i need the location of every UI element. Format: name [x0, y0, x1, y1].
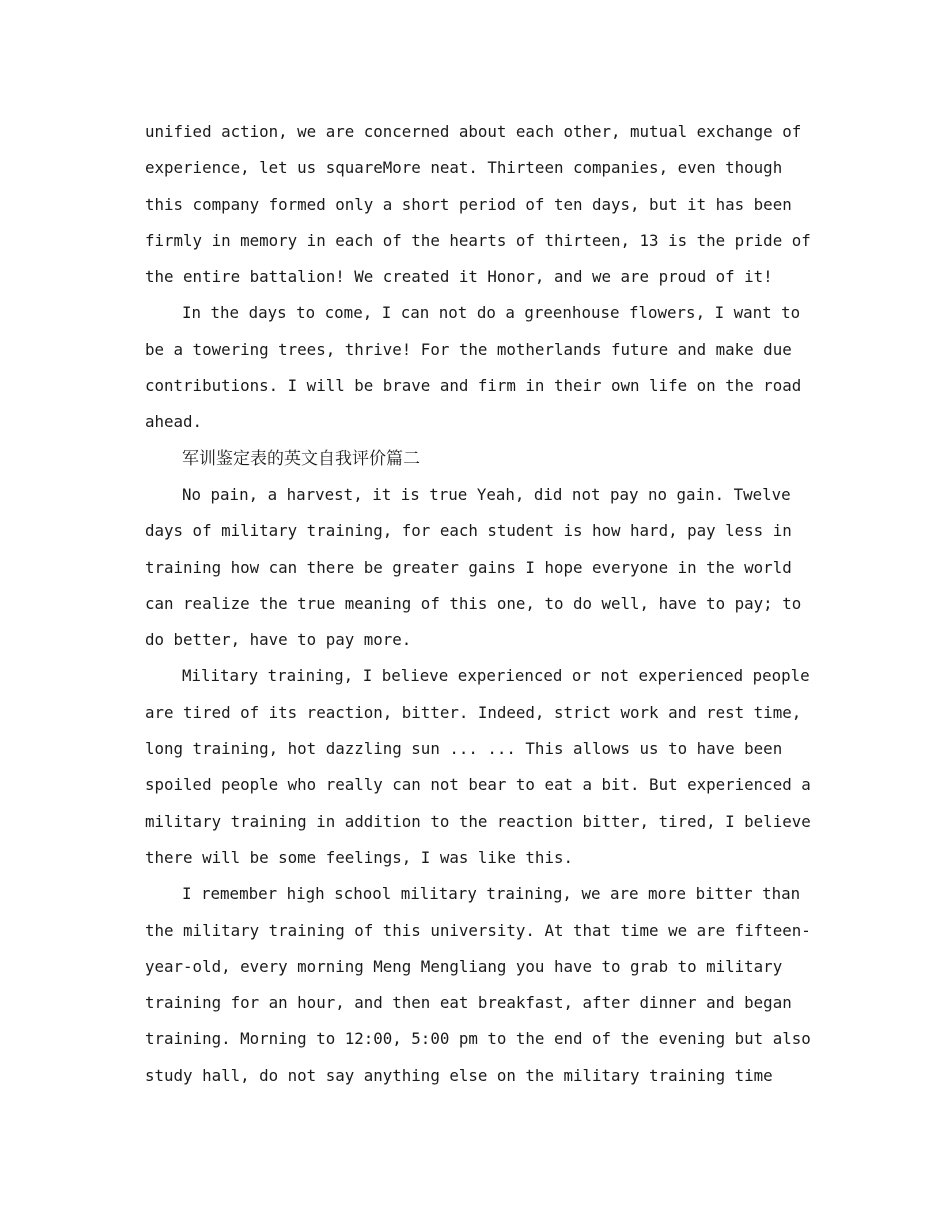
- text-line: contributions. I will be brave and firm in their own life on the road: [145, 376, 802, 396]
- text-line: year-old, every morning Meng Mengliang you have to grab to military: [145, 956, 783, 976]
- text-line: do better, have to pay more.: [145, 630, 412, 650]
- text-line: this company formed only a short period of ten days, but it has been: [145, 194, 792, 214]
- text-line: are tired of its reaction, bitter. Indeed, strict work and rest time,: [145, 702, 802, 722]
- text-line: can realize the true meaning of this one, to do well, have to pay; to: [145, 593, 802, 613]
- text-line: spoiled people who really can not bear to eat a bit. But experienced a: [145, 775, 811, 795]
- text-line: unified action, we are concerned about each other, mutual exchange of: [145, 122, 802, 141]
- text-line: training for an hour, and then eat breakfast, after dinner and began: [145, 993, 792, 1013]
- text-line: the entire battalion! We created it Honor, and we are proud of it!: [145, 267, 773, 287]
- text-line: be a towering trees, thrive! For the motherlands future and make due: [145, 339, 792, 359]
- paragraph-start-line: I remember high school military training, we are more bitter than: [182, 884, 801, 904]
- text-line: military training in addition to the reaction bitter, tired, I believe: [145, 811, 811, 831]
- document-body: [145, 114, 811, 1094]
- text-line: training how can there be greater gains I hope everyone in the world: [145, 557, 792, 577]
- text-line: long training, hot dazzling sun ... ... This allows us to have been: [145, 739, 783, 759]
- text-line: experience, let us squareMore neat. Thirteen companies, even though: [145, 158, 783, 178]
- text-line: firmly in memory in each of the hearts of thirteen, 13 is the pride of: [145, 230, 811, 250]
- paragraph-start-line: No pain, a harvest, it is true Yeah, did not pay no gain. Twelve: [182, 484, 791, 504]
- text-line: training. Morning to 12:00, 5:00 pm to the end of the evening but also: [145, 1029, 811, 1049]
- paragraph-start-line: In the days to come, I can not do a greenhouse flowers, I want to: [182, 303, 801, 323]
- text-line: the military training of this university. At that time we are fifteen-: [145, 920, 811, 940]
- paragraph-start-line: Military training, I believe experienced or not experienced people: [182, 666, 810, 686]
- text-line: ahead.: [145, 412, 203, 432]
- text-line: there will be some feelings, I was like this.: [145, 847, 573, 867]
- text-line: study hall, do not say anything else on the military training time: [145, 1065, 773, 1085]
- section-heading: 军训鉴定表的英文自我评价篇二: [182, 448, 420, 469]
- text-line: days of military training, for each student is how hard, pay less in: [145, 521, 792, 541]
